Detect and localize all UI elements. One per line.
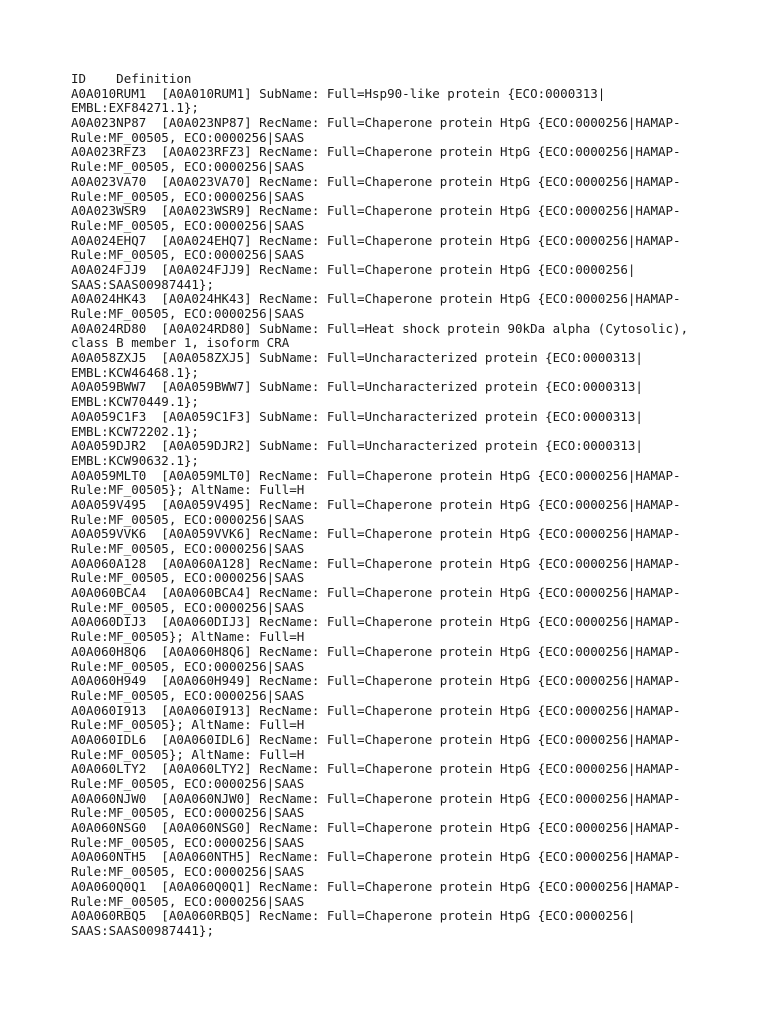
list-item [71,909,731,938]
record-line-continuation: Rule:MF_00505}; AltName: Full=H [71,746,305,762]
record-line-primary: A0A060DIJ3 [A0A060DIJ3] RecName: Full=Chaperone protein HtpG {ECO:0000256|HAMAP- [71,614,681,630]
record-line-primary: A0A024EHQ7 [A0A024EHQ7] RecName: Full=Chaperone protein HtpG {ECO:0000256|HAMAP- [71,232,681,248]
list-item [71,87,731,116]
record-line-primary: A0A023RFZ3 [A0A023RFZ3] RecName: Full=Chaperone protein HtpG {ECO:0000256|HAMAP- [71,144,681,160]
record-line-primary: A0A060NSG0 [A0A060NSG0] RecName: Full=Chaperone protein HtpG {ECO:0000256|HAMAP- [71,820,681,836]
record-line-continuation: Rule:MF_00505, ECO:0000256|SAAS [71,217,305,233]
list-item [71,762,731,791]
record-line-primary: A0A060NJW0 [A0A060NJW0] RecName: Full=Chaperone protein HtpG {ECO:0000256|HAMAP- [71,790,681,806]
record-line-continuation: Rule:MF_00505, ECO:0000256|SAAS [71,541,305,556]
record-line-continuation: Rule:MF_00505, ECO:0000256|SAAS [71,834,305,850]
record-line-continuation: EMBL:KCW46468.1}; [71,364,199,380]
list-item [71,469,731,498]
record-line-continuation: EMBL:EXF84271.1}; [71,100,199,116]
record-line-primary: A0A060A128 [A0A060A128] RecName: Full=Chaperone protein HtpG {ECO:0000256|HAMAP- [71,555,681,571]
list-item [71,704,731,733]
list-item [71,557,731,586]
record-line-primary: A0A060IDL6 [A0A060IDL6] RecName: Full=Chaperone protein HtpG {ECO:0000256|HAMAP- [71,731,681,747]
table-header [71,72,731,87]
record-line-primary: A0A060H949 [A0A060H949] RecName: Full=Chaperone protein HtpG {ECO:0000256|HAMAP- [71,673,681,689]
record-line-primary: A0A024HK43 [A0A024HK43] RecName: Full=Chaperone protein HtpG {ECO:0000256|HAMAP- [71,291,681,307]
record-line-primary: A0A060H8Q6 [A0A060H8Q6] RecName: Full=Chaperone protein HtpG {ECO:0000256|HAMAP- [71,643,681,659]
list-item [71,204,731,233]
record-line-continuation: EMBL:KCW72202.1}; [71,423,199,439]
list-item [71,175,731,204]
list-item [71,586,731,615]
list-item [71,234,731,263]
list-item [71,263,731,292]
record-line-continuation: Rule:MF_00505, ECO:0000256|SAAS [71,864,305,880]
record-line-primary: A0A059C1F3 [A0A059C1F3] SubName: Full=Uncharacterized protein {ECO:0000313| [71,408,643,424]
list-item [71,615,731,644]
record-line-primary: A0A060BCA4 [A0A060BCA4] RecName: Full=Chaperone protein HtpG {ECO:0000256|HAMAP- [71,585,681,601]
list-item [71,792,731,821]
record-line-continuation: class B member 1, isoform CRA [71,335,290,351]
list-item [71,645,731,674]
record-line-continuation: Rule:MF_00505}; AltName: Full=H [71,482,305,498]
list-item [71,527,731,556]
record-line-primary: A0A060I913 [A0A060I913] RecName: Full=Chaperone protein HtpG {ECO:0000256|HAMAP- [71,702,681,718]
record-line-continuation: Rule:MF_00505, ECO:0000256|SAAS [71,159,305,175]
record-line-primary: A0A058ZXJ5 [A0A058ZXJ5] SubName: Full=Uncharacterized protein {ECO:0000313| [71,350,643,366]
record-line-continuation: Rule:MF_00505}; AltName: Full=H [71,629,305,645]
list-item [71,674,731,703]
list-item [71,880,731,909]
record-line-continuation: Rule:MF_00505, ECO:0000256|SAAS [71,805,305,821]
record-line-continuation: Rule:MF_00505, ECO:0000256|SAAS [71,188,305,204]
document-page [71,72,731,939]
record-line-continuation: EMBL:KCW70449.1}; [71,394,199,410]
record-line-primary: A0A060NTH5 [A0A060NTH5] RecName: Full=Chaperone protein HtpG {ECO:0000256|HAMAP- [71,849,681,865]
list-item [71,322,731,351]
record-line-primary: A0A010RUM1 [A0A010RUM1] SubName: Full=Hsp90-like protein {ECO:0000313| [71,85,606,101]
column-header-id: ID [71,71,87,86]
list-item [71,850,731,879]
record-line-primary: A0A060Q0Q1 [A0A060Q0Q1] RecName: Full=Chaperone protein HtpG {ECO:0000256|HAMAP- [71,878,681,894]
record-line-primary: A0A024FJJ9 [A0A024FJJ9] RecName: Full=Chaperone protein HtpG {ECO:0000256| [71,261,636,277]
record-line-primary: A0A059V495 [A0A059V495] RecName: Full=Chaperone protein HtpG {ECO:0000256|HAMAP- [71,496,681,512]
list-item [71,439,731,468]
record-list [71,87,731,939]
list-item [71,351,731,380]
record-line-primary: A0A023VA70 [A0A023VA70] RecName: Full=Chaperone protein HtpG {ECO:0000256|HAMAP- [71,173,681,189]
list-item [71,733,731,762]
record-line-continuation: SAAS:SAAS00987441}; [71,276,214,292]
record-line-continuation: Rule:MF_00505, ECO:0000256|SAAS [71,306,305,321]
record-line-primary: A0A059BWW7 [A0A059BWW7] SubName: Full=Uncharacterized protein {ECO:0000313| [71,379,643,395]
record-line-continuation: Rule:MF_00505, ECO:0000256|SAAS [71,129,305,145]
record-line-primary: A0A023WSR9 [A0A023WSR9] RecName: Full=Chaperone protein HtpG {ECO:0000256|HAMAP- [71,203,681,219]
list-item [71,498,731,527]
record-line-continuation: Rule:MF_00505, ECO:0000256|SAAS [71,599,305,615]
record-line-primary: A0A059DJR2 [A0A059DJR2] SubName: Full=Uncharacterized protein {ECO:0000313| [71,438,643,454]
record-line-continuation: Rule:MF_00505, ECO:0000256|SAAS [71,893,305,909]
list-item [71,821,731,850]
record-line-primary: A0A059MLT0 [A0A059MLT0] RecName: Full=Chaperone protein HtpG {ECO:0000256|HAMAP- [71,467,681,483]
record-line-primary: A0A060LTY2 [A0A060LTY2] RecName: Full=Chaperone protein HtpG {ECO:0000256|HAMAP- [71,761,681,777]
list-item [71,292,731,321]
list-item [71,410,731,439]
list-item [71,380,731,409]
record-line-continuation: EMBL:KCW90632.1}; [71,452,199,468]
record-line-continuation: Rule:MF_00505, ECO:0000256|SAAS [71,247,305,263]
record-line-continuation: Rule:MF_00505, ECO:0000256|SAAS [71,511,305,527]
record-line-continuation: Rule:MF_00505, ECO:0000256|SAAS [71,570,305,586]
record-line-continuation: SAAS:SAAS00987441}; [71,922,214,938]
record-line-continuation: Rule:MF_00505}; AltName: Full=H [71,717,305,733]
record-line-primary: A0A024RD80 [A0A024RD80] SubName: Full=Heat shock protein 90kDa alpha (Cytosolic), [71,320,689,336]
column-header-definition: Definition [116,71,192,86]
list-item [71,116,731,145]
record-line-primary: A0A060RBQ5 [A0A060RBQ5] RecName: Full=Chaperone protein HtpG {ECO:0000256| [71,908,636,924]
record-line-continuation: Rule:MF_00505, ECO:0000256|SAAS [71,776,305,791]
record-line-primary: A0A023NP87 [A0A023NP87] RecName: Full=Chaperone protein HtpG {ECO:0000256|HAMAP- [71,115,681,131]
record-line-continuation: Rule:MF_00505, ECO:0000256|SAAS [71,687,305,703]
record-line-continuation: Rule:MF_00505, ECO:0000256|SAAS [71,658,305,674]
list-item [71,145,731,174]
record-line-primary: A0A059VVK6 [A0A059VVK6] RecName: Full=Chaperone protein HtpG {ECO:0000256|HAMAP- [71,526,681,542]
